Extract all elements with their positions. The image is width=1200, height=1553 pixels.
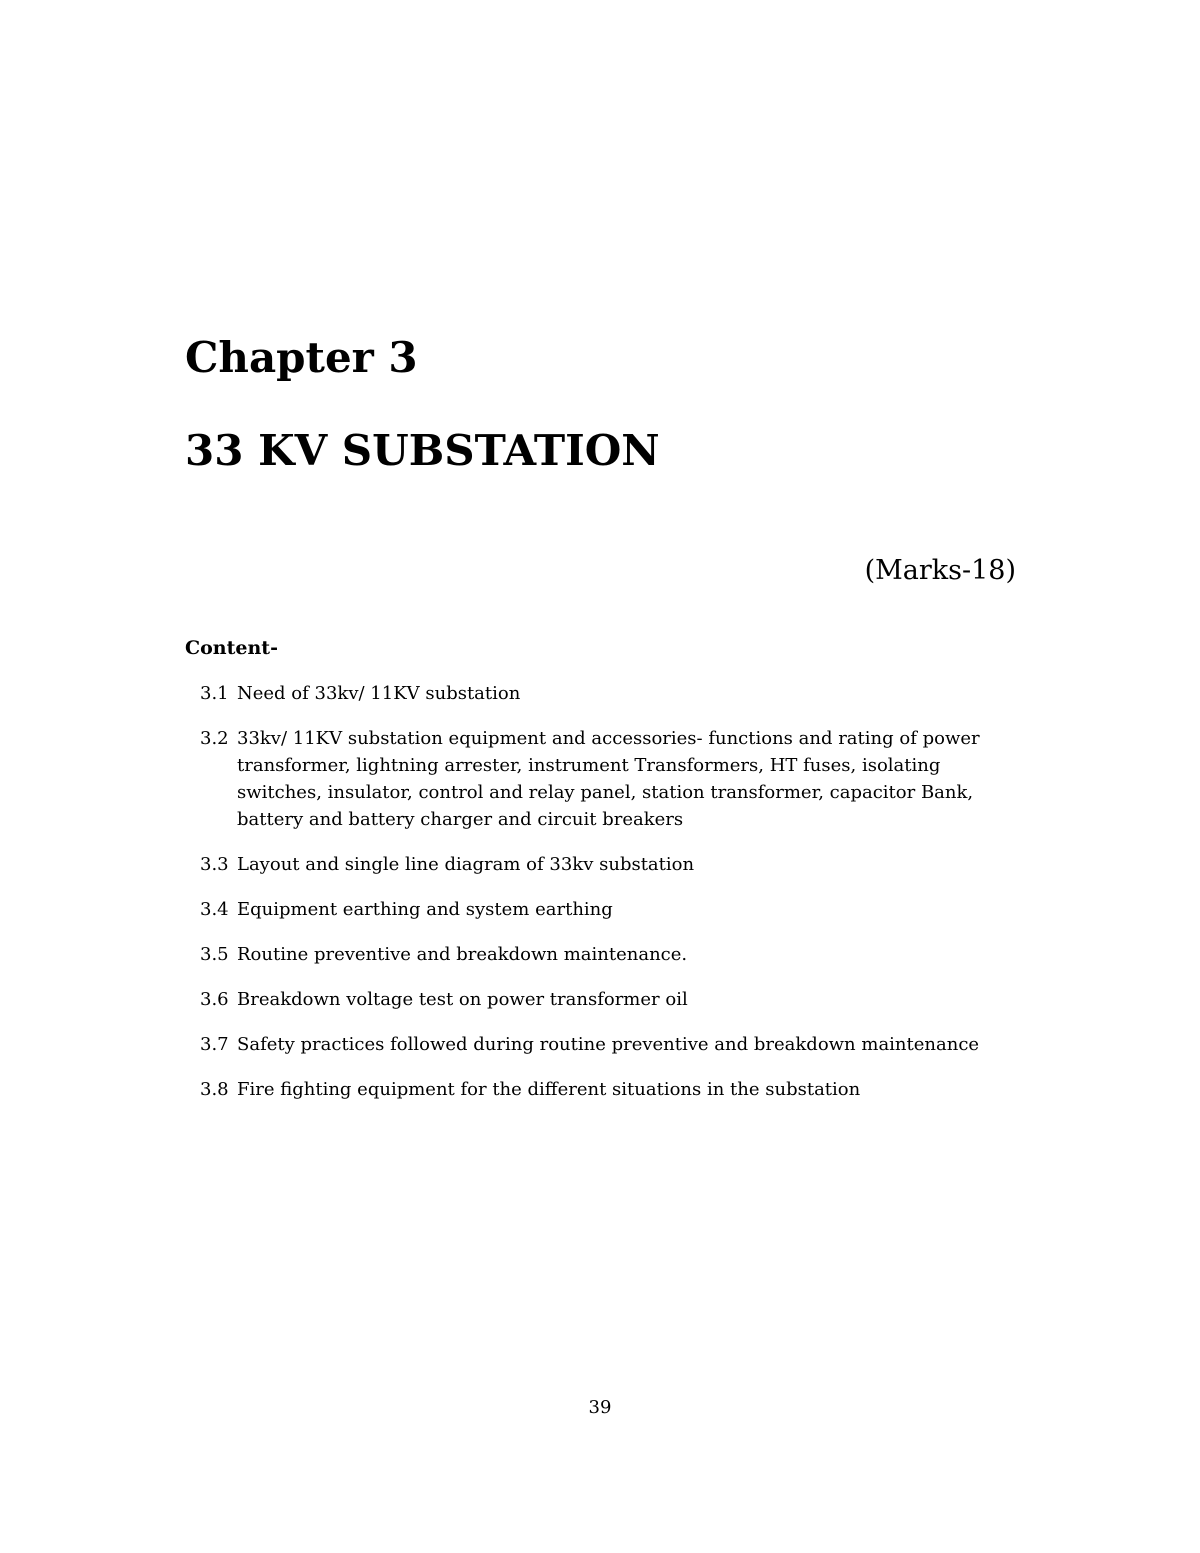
item-text: Layout and single line diagram of 33kv substation bbox=[237, 854, 695, 875]
item-number: 3.3 bbox=[200, 854, 229, 875]
chapter-title: 33 KV SUBSTATION bbox=[185, 426, 660, 475]
item-number: 3.7 bbox=[200, 1034, 229, 1055]
item-text: 33kv/ 11KV substation equipment and accessories- functions and rating of power transformer, lightning arrester, instrument Transformers, HT fuses, isolating switches, insulator, control and relay panel, station transformer, capacitor Bank, battery and battery charger and circuit breakers bbox=[237, 728, 980, 830]
content-heading: Content- bbox=[185, 637, 278, 659]
chapter-label: Chapter 3 bbox=[185, 333, 418, 382]
content-item bbox=[200, 851, 1020, 878]
item-text: Equipment earthing and system earthing bbox=[237, 899, 613, 920]
content-item bbox=[200, 1031, 1020, 1058]
item-number: 3.5 bbox=[200, 944, 229, 965]
content-item bbox=[200, 986, 1020, 1013]
item-text: Safety practices followed during routine preventive and breakdown maintenance bbox=[237, 1034, 980, 1055]
content-item bbox=[200, 1076, 1020, 1103]
marks-label: (Marks-18) bbox=[864, 555, 1016, 586]
item-number: 3.6 bbox=[200, 989, 229, 1010]
item-number: 3.8 bbox=[200, 1079, 229, 1100]
content-item bbox=[200, 725, 1020, 833]
item-number: 3.2 bbox=[200, 728, 229, 749]
content-item bbox=[200, 680, 1020, 707]
content-list bbox=[200, 680, 1020, 1121]
content-item bbox=[200, 896, 1020, 923]
item-number: 3.4 bbox=[200, 899, 229, 920]
content-item bbox=[200, 941, 1020, 968]
item-text: Breakdown voltage test on power transformer oil bbox=[237, 989, 688, 1010]
page-number: 39 bbox=[588, 1397, 612, 1418]
item-text: Need of 33kv/ 11KV substation bbox=[237, 683, 521, 704]
item-number: 3.1 bbox=[200, 683, 229, 704]
item-text: Fire fighting equipment for the different situations in the substation bbox=[237, 1079, 861, 1100]
item-text: Routine preventive and breakdown maintenance. bbox=[237, 944, 688, 965]
